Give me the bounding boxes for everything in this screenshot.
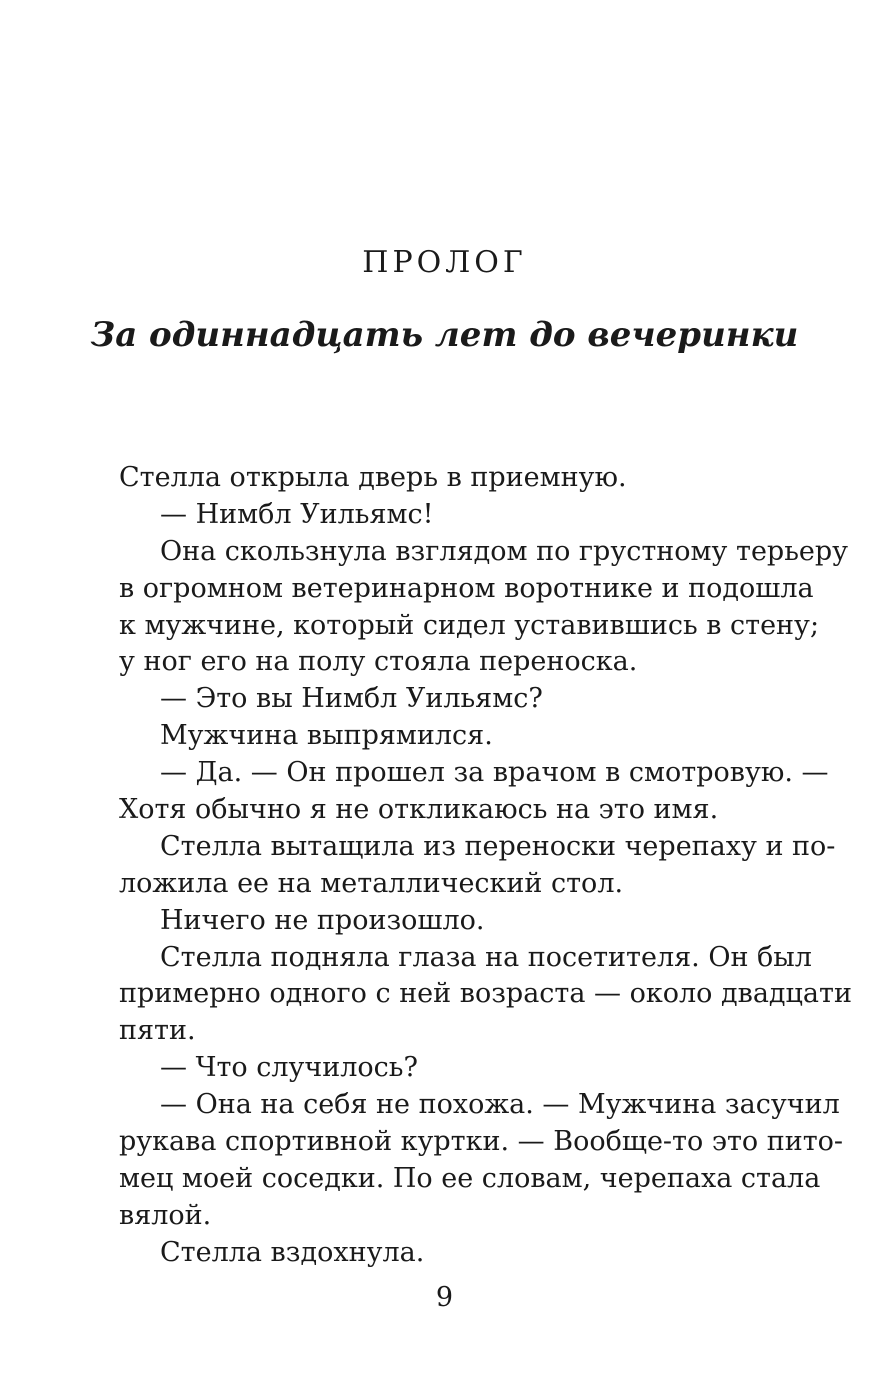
page-number: 9 [435,1282,454,1313]
text-line: Она скользнула взглядом по грустному терьеру [160,535,849,567]
text-line: мец моей соседки. По ее словам, черепаха стала [119,1162,821,1194]
text-line: Мужчина выпрямился. [160,720,493,752]
text-line: примерно одного с ней возраста — около двадцати [119,978,852,1010]
text-line: Стелла подняла глаза на посетителя. Он был [160,941,812,973]
chapter-subtitle: За одиннадцать лет до вечеринки [90,315,799,355]
text-line: — Что случилось? [160,1052,418,1084]
text-line: Стелла вытащила из переноски черепаху и по- [160,830,836,862]
text-line: в огромном ветеринарном воротнике и подошла [119,572,814,604]
text-line: вялой. [119,1199,212,1231]
text-line: — Да. — Он прошел за врачом в смотровую. — [160,757,829,789]
text-line: — Она на себя не похожа. — Мужчина засучил [160,1089,840,1121]
text-line: ложила ее на металлический стол. [119,867,624,899]
text-line: Хотя обычно я не откликаюсь на это имя. [119,794,719,826]
body-text [119,460,852,1272]
text-line: Стелла открыла дверь в приемную. [119,462,627,493]
text-line: Стелла вздохнула. [160,1236,425,1268]
text-line: к мужчине, который сидел уставившись в стену; [119,609,820,641]
text-line: рукава спортивной куртки. — Вообще-то это пито- [119,1126,844,1158]
text-line: пяти. [119,1015,196,1047]
chapter-heading: ПРОЛОГ [362,245,527,280]
text-line: — Нимбл Уильямс! [160,498,434,530]
text-line: Ничего не произошло. [160,904,485,936]
text-line: — Это вы Нимбл Уильямс? [160,683,543,715]
text-line: у ног его на полу стояла переноска. [119,646,638,678]
